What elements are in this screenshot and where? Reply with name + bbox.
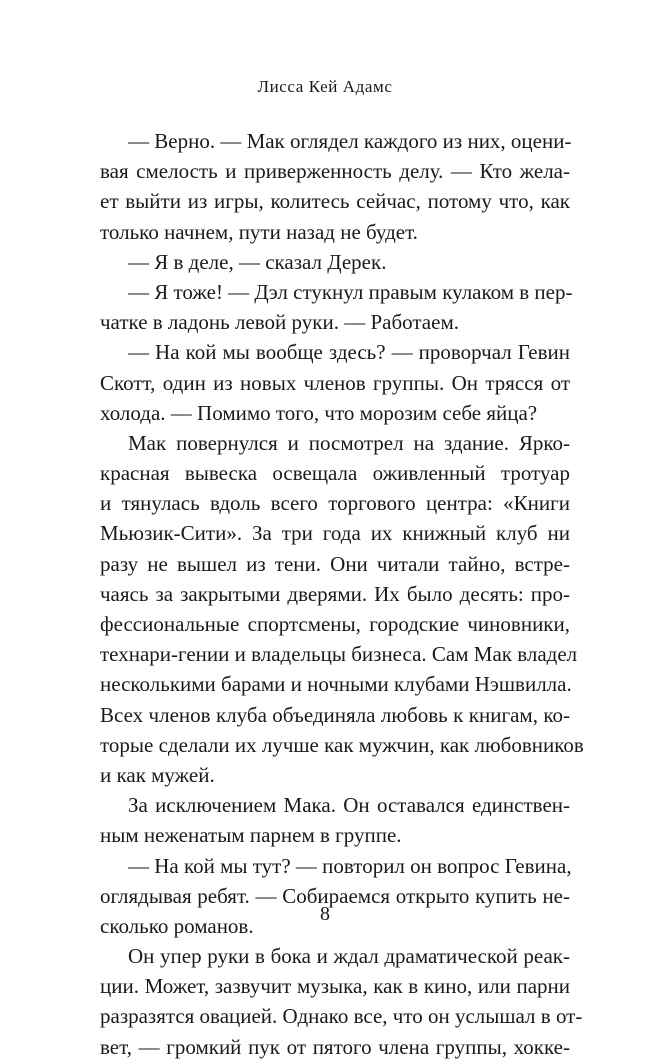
- text-line: разразятся овацией. Однако все, что он услышал в от-: [100, 1004, 583, 1029]
- text-line: ным неженатым парнем в группе.: [100, 823, 402, 848]
- text-line: — Верно. — Мак оглядел каждого из них, оцени-: [128, 129, 572, 153]
- text-line: холода. — Помимо того, что морозим себе яйца?: [100, 400, 538, 425]
- page-number: 8: [320, 903, 330, 925]
- text-line: — На кой мы тут? — повторил он вопрос Гевина,: [128, 853, 572, 878]
- text-line: красная вывеска освещала оживленный тротуар: [100, 461, 570, 486]
- text-line: несколькими барами и ночными клубами Нэшвилла.: [100, 672, 572, 697]
- text-line: Скотт, один из новых членов группы. Он трясся от: [100, 370, 570, 395]
- text-line: и как мужей.: [100, 762, 215, 787]
- text-line: вет, — громкий пук от пятого члена группы, хокке-: [100, 1034, 570, 1059]
- text-line: ет выйти из игры, колитесь сейчас, потому что, как: [100, 189, 570, 214]
- running-header-author: Лисса Кей Адамс: [257, 77, 393, 96]
- text-line: только начнем, пути назад не будет.: [100, 219, 418, 244]
- text-line: сколько романов.: [100, 913, 254, 938]
- text-line: — На кой мы вообще здесь? — проворчал Гевин: [128, 340, 570, 365]
- text-line: Мак повернулся и посмотрел на здание. Ярко-: [128, 430, 570, 455]
- text-line: технари-гении и владельцы бизнеса. Сам Мак владел: [100, 642, 578, 667]
- text-line: Он упер руки в бока и ждал драматической реак-: [128, 944, 570, 969]
- text-line: чаясь за закрытыми дверями. Их было десять: про-: [100, 581, 570, 606]
- text-line: вая смелость и приверженность делу. — Кто жела-: [100, 159, 570, 184]
- text-line: ции. Может, зазвучит музыка, как в кино, или парни: [100, 974, 570, 999]
- text-line: — Я тоже! — Дэл стукнул правым кулаком в пер-: [128, 279, 573, 304]
- text-line: фессиональные спортсмены, городские чиновники,: [100, 612, 570, 636]
- text-line: оглядывая ребят. — Собираемся открыто купить не-: [100, 883, 570, 908]
- text-line: Мьюзик-Сити». За три года их книжный клуб ни: [100, 521, 570, 546]
- text-line: Всех членов клуба объединяла любовь к книгам, ко-: [100, 702, 570, 727]
- text-line: торые сделали их лучше как мужчин, как любовников: [100, 732, 584, 757]
- text-line: и тянулась вдоль всего торгового центра: «Книги: [100, 491, 570, 516]
- text-line: За исключением Мака. Он оставался единствен-: [128, 793, 570, 818]
- text-line: разу не вышел из тени. Они читали тайно, встре-: [100, 551, 570, 576]
- text-line: — Я в деле, — сказал Дерек.: [128, 249, 387, 274]
- text-line: чатке в ладонь левой руки. — Работаем.: [100, 310, 459, 335]
